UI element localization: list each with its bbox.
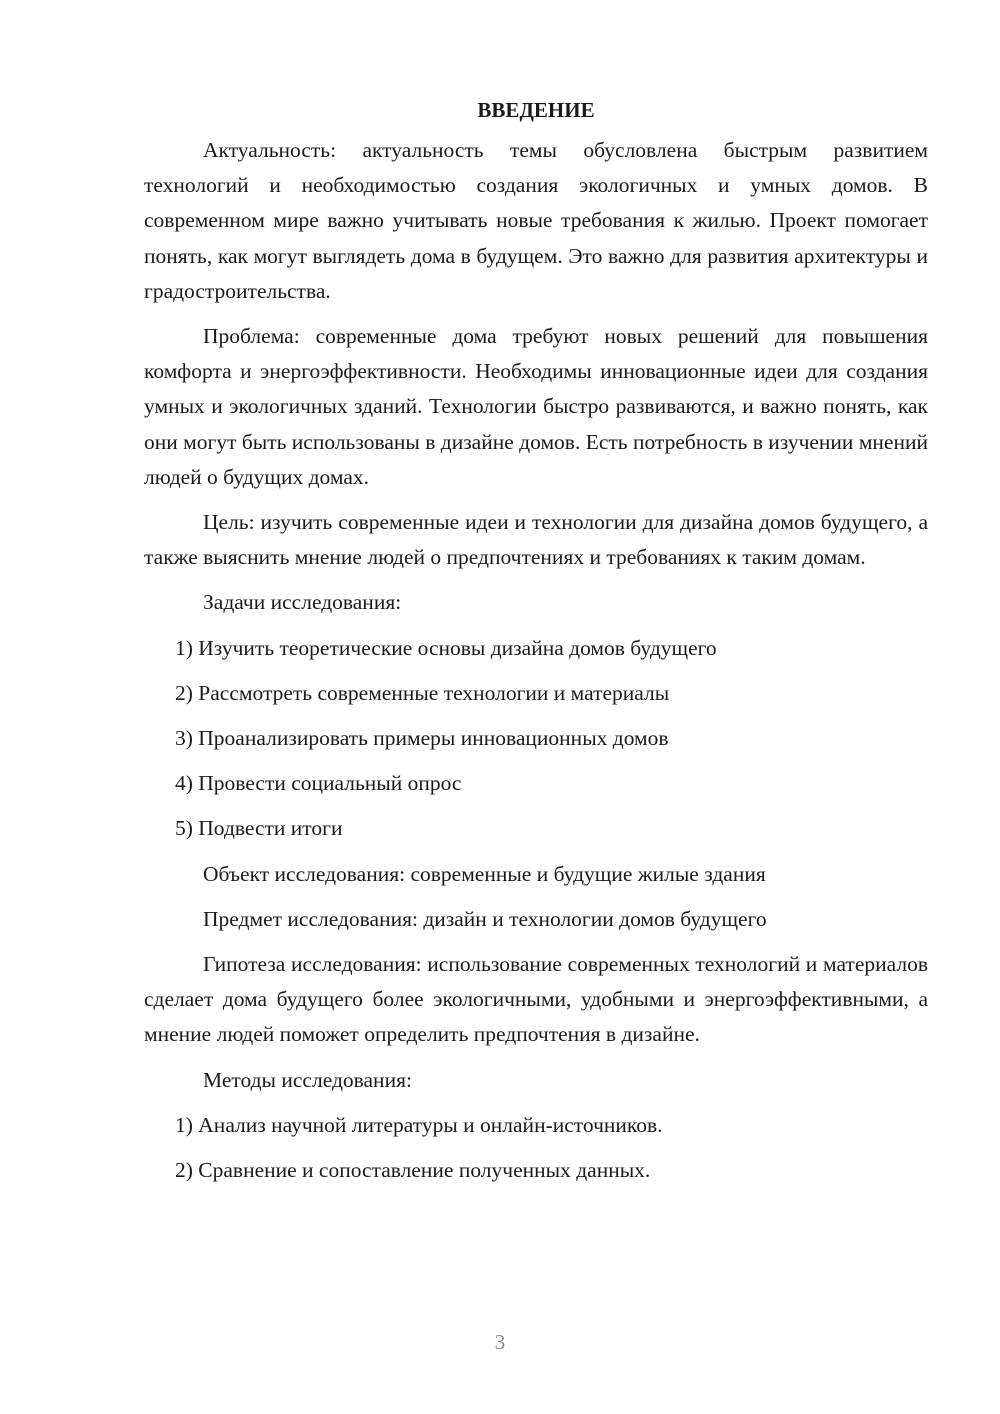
hypothesis-paragraph: Гипотеза исследования: использование современных технологий и материалов сделает дома будущего более экологичными, удобными и энергоэффективными, а мнение людей поможет определить предпочтения в дизайне. bbox=[144, 952, 928, 1047]
method-item: 2) Сравнение и сопоставление полученных данных. bbox=[175, 1158, 651, 1183]
method-item: 1) Анализ научной литературы и онлайн-источников. bbox=[175, 1112, 663, 1137]
section-heading: ВВЕДЕНИЕ bbox=[477, 98, 595, 122]
task-item: 5) Подвести итоги bbox=[175, 816, 343, 841]
goal-paragraph: Цель: изучить современные идеи и технологии для дизайна домов будущего, а также выяснить мнение людей о предпочтениях и требованиях к таким домам. bbox=[144, 510, 928, 570]
relevance-paragraph: Актуальность: актуальность темы обусловлена быстрым развитием технологий и необходимостью создания экологичных и умных домов. В современном мире важно учитывать новые требования к жилью. Проект помогает понять, как могут выглядеть дома в будущем. Это важно для развития архитектуры и градостроительства. bbox=[144, 138, 928, 303]
task-item: 1) Изучить теоретические основы дизайна домов будущего bbox=[175, 635, 717, 660]
subject-line: Предмет исследования: дизайн и технологии домов будущего bbox=[203, 906, 767, 931]
problem-paragraph: Проблема: современные дома требуют новых решений для повышения комфорта и энергоэффективности. Необходимы инновационные идеи для создания умных и экологичных зданий. Технологии быстро развиваются, и важно понять, как они могут быть использованы в дизайне домов. Есть потребность в изучении мнений людей о будущих домах. bbox=[144, 324, 928, 489]
task-item: 3) Проанализировать примеры инновационных домов bbox=[175, 726, 669, 751]
page-number: 3 bbox=[494, 1330, 506, 1354]
task-item: 4) Провести социальный опрос bbox=[175, 771, 462, 796]
methods-label: Методы исследования: bbox=[203, 1067, 412, 1092]
tasks-label: Задачи исследования: bbox=[203, 590, 402, 615]
object-line: Объект исследования: современные и будущие жилые здания bbox=[203, 861, 766, 886]
task-item: 2) Рассмотреть современные технологии и материалы bbox=[175, 680, 670, 705]
page-body bbox=[144, 92, 928, 1198]
